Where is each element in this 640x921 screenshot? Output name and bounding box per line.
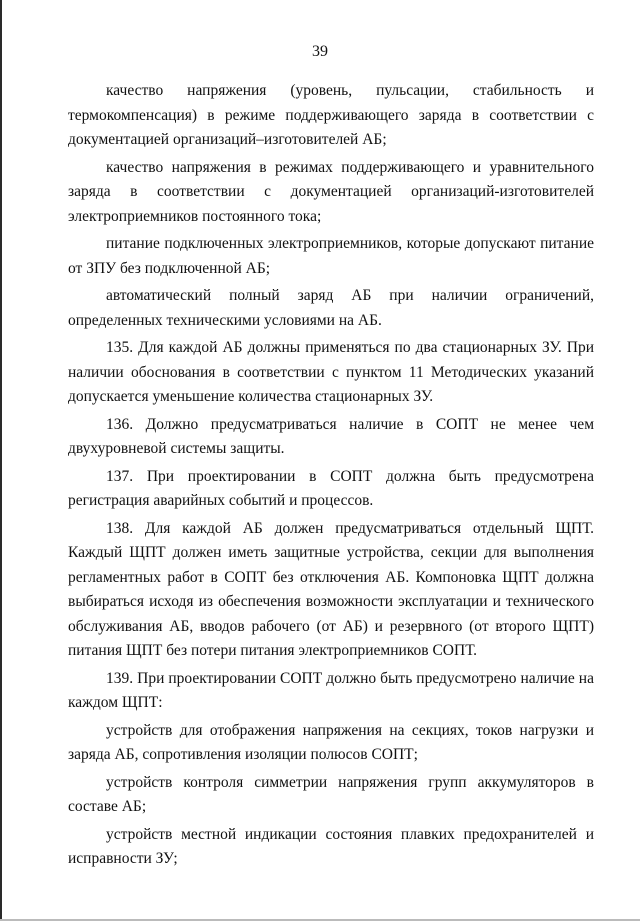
paragraph-automatic-full-charge: автоматический полный заряд АБ при наличии ограничений, определенных техническими условиями на АБ.	[68, 287, 594, 329]
document-body	[68, 79, 594, 875]
paragraph-135: 135. Для каждой АБ должны применяться по два стационарных ЗУ. При наличии обоснования в соответствии с пунктом 11 Методических указаний допускается уменьшение количества стационарных ЗУ.	[68, 339, 594, 405]
paragraph-power-without-battery: питание подключенных электроприемников, которые допускают питание от ЗПУ без подключенной АБ;	[68, 235, 594, 277]
scan-left-edge	[0, 0, 2, 921]
page-number: 39	[312, 43, 328, 60]
paragraph-voltage-quality-float: качество напряжения (уровень, пульсации, стабильность и термокомпенсация) в режиме поддерживающего заряда в соответствии с документацией организаций–изготовителей АБ;	[68, 82, 594, 148]
paragraph-139: 139. При проектировании СОПТ должно быть предусмотрено наличие на каждом ЩПТ:	[68, 669, 594, 711]
paragraph-voltage-quality-equalize: качество напряжения в режимах поддерживающего и уравнительного заряда в соответствии с документацией организаций-изготовителей электроприемников постоянного тока;	[68, 158, 594, 225]
paragraph-137: 137. При проектировании в СОПТ должна быть предусмотрена регистрация аварийных событий и процессов.	[68, 467, 594, 509]
paragraph-local-indication: устройств местной индикации состояния плавких предохранителей и исправности ЗУ;	[68, 825, 594, 867]
paragraph-display-devices: устройств для отображения напряжения на секциях, токов нагрузки и заряда АБ, сопротивления изоляции полюсов СОПТ;	[68, 721, 594, 763]
paragraph-138: 138. Для каждой АБ должен предусматриваться отдельный ЩПТ. Каждый ЩПТ должен иметь защитные устройства, секции для выполнения регламентных работ в СОПТ без отключения АБ. Компоновка ЩПТ должна выбираться исходя из обеспечения возможности эксплуатации и технического обслуживания АБ, вводов рабочего (от АБ) и резервного (от второго ЩПТ) питания ЩПТ без потери питания электроприемников СОПТ.	[68, 519, 594, 659]
paragraph-symmetry-control: устройств контроля симметрии напряжения групп аккумуляторов в составе АБ;	[68, 773, 594, 815]
paragraph-136: 136. Должно предусматриваться наличие в СОПТ не менее чем двухуровневой системы защиты.	[68, 415, 594, 457]
